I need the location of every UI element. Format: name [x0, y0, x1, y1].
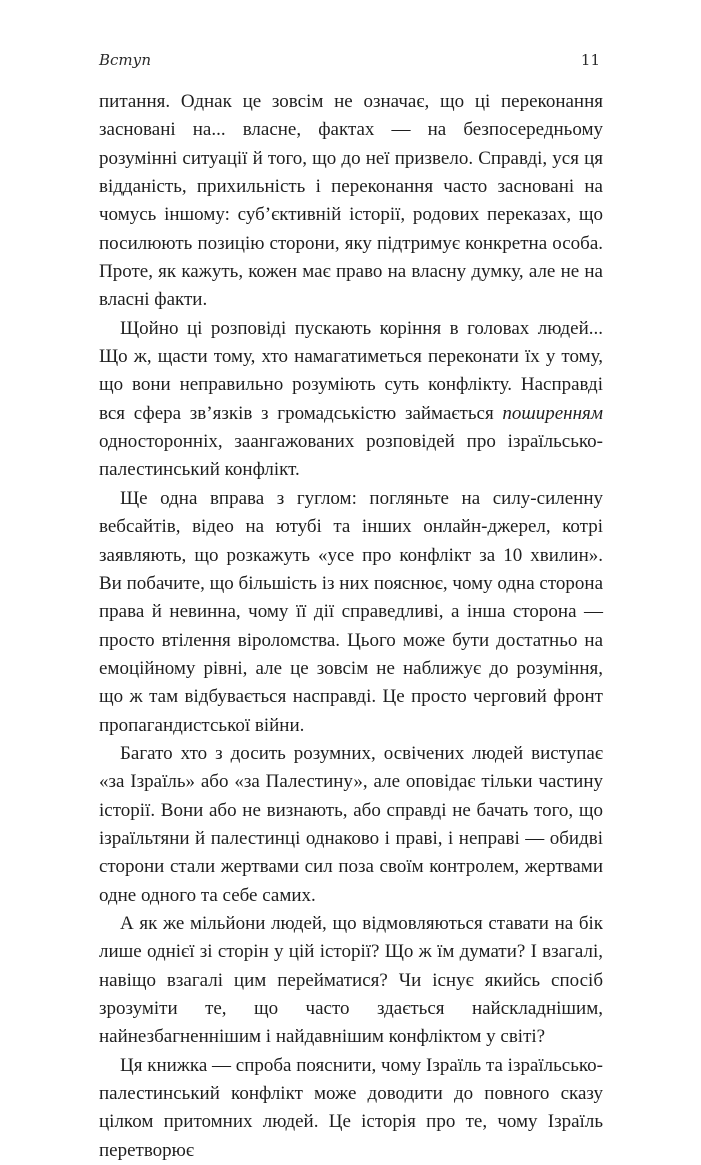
paragraph-5: А як же мільйони людей, що відмовляються ставати на бік лише однієї зі сторін у цій історії? Що ж їм думати? І взагалі, навіщо взагалі цим перейматися? Чи існує якийсь спосіб зрозуміти те, що часто здається найскладнішим, найнезбагненнішим і найдавнішим конфліктом у світі?	[99, 912, 603, 1048]
paragraph-3: Ще одна вправа з гуглом: погляньте на силу-силенну вебсайтів, відео на ютубі та інших онлайн-джерел, котрі заявляють, що розкажуть «усе про конфлікт за 10 хвилин». Ви побачите, що більшість із них пояснює, чому одна сторона права й невинна, чому її дії справедливі, а інша сторона — просто втілення віроломства. Цього може бути достатньо на емоційному рівні, але це зовсім не наближує до розуміння, що ж там відбувається насправді. Це просто черговий фронт пропагандистської війни.	[99, 487, 603, 736]
paragraph-6: Ця книжка — спроба пояснити, чому Ізраїль та ізраїльсько-палестинський конфлікт може доводити до повного сказу цілком притомних людей. Це історія про те, чому Ізраїль перетворює	[99, 1054, 603, 1161]
paragraph-1: питання. Однак це зовсім не означає, що ці переконання засновані на... власне, фактах — на безпосередньому розумінні ситуації й того, що до неї призвело. Справді, уся ця відданість, прихильність і переконання часто засновані на чомусь іншому: суб’єктивній історії, родових переказах, що посилюють позицію сторони, яку підтримує конкретна особа. Проте, як кажуть, кожен має право на власну думку, але не на власні факти.	[99, 91, 603, 311]
paragraph-2-text-end: односторонніх, заангажованих розповідей про ізраїльсько-палестинський конфлікт.	[99, 431, 603, 481]
body-text	[99, 88, 603, 1165]
paragraph-2	[99, 315, 603, 485]
paragraph-4: Багато хто з досить розумних, освічених людей виступає «за Ізраїль» або «за Палестину», але оповідає тільки частину історії. Вони або не визнають, або справді не бачать того, що ізраїльтяни й палестинці однаково і праві, і неправі — обидві сторони стали жертвами сил поза своїм контролем, жертвами одне одного та себе самих.	[99, 742, 603, 906]
page-number: 11	[580, 51, 600, 69]
paragraph-2-text-start: Щойно ці розповіді пускають коріння в головах людей... Що ж, щасти тому, хто намагатиметься переконати їх у тому, що вони неправильно розуміють суть конфлікту. Насправді вся сфера зв’язків з громадськістю займається	[99, 317, 603, 424]
running-head-title: Вступ	[99, 51, 152, 69]
emphasis-word: поширенням	[502, 402, 603, 424]
